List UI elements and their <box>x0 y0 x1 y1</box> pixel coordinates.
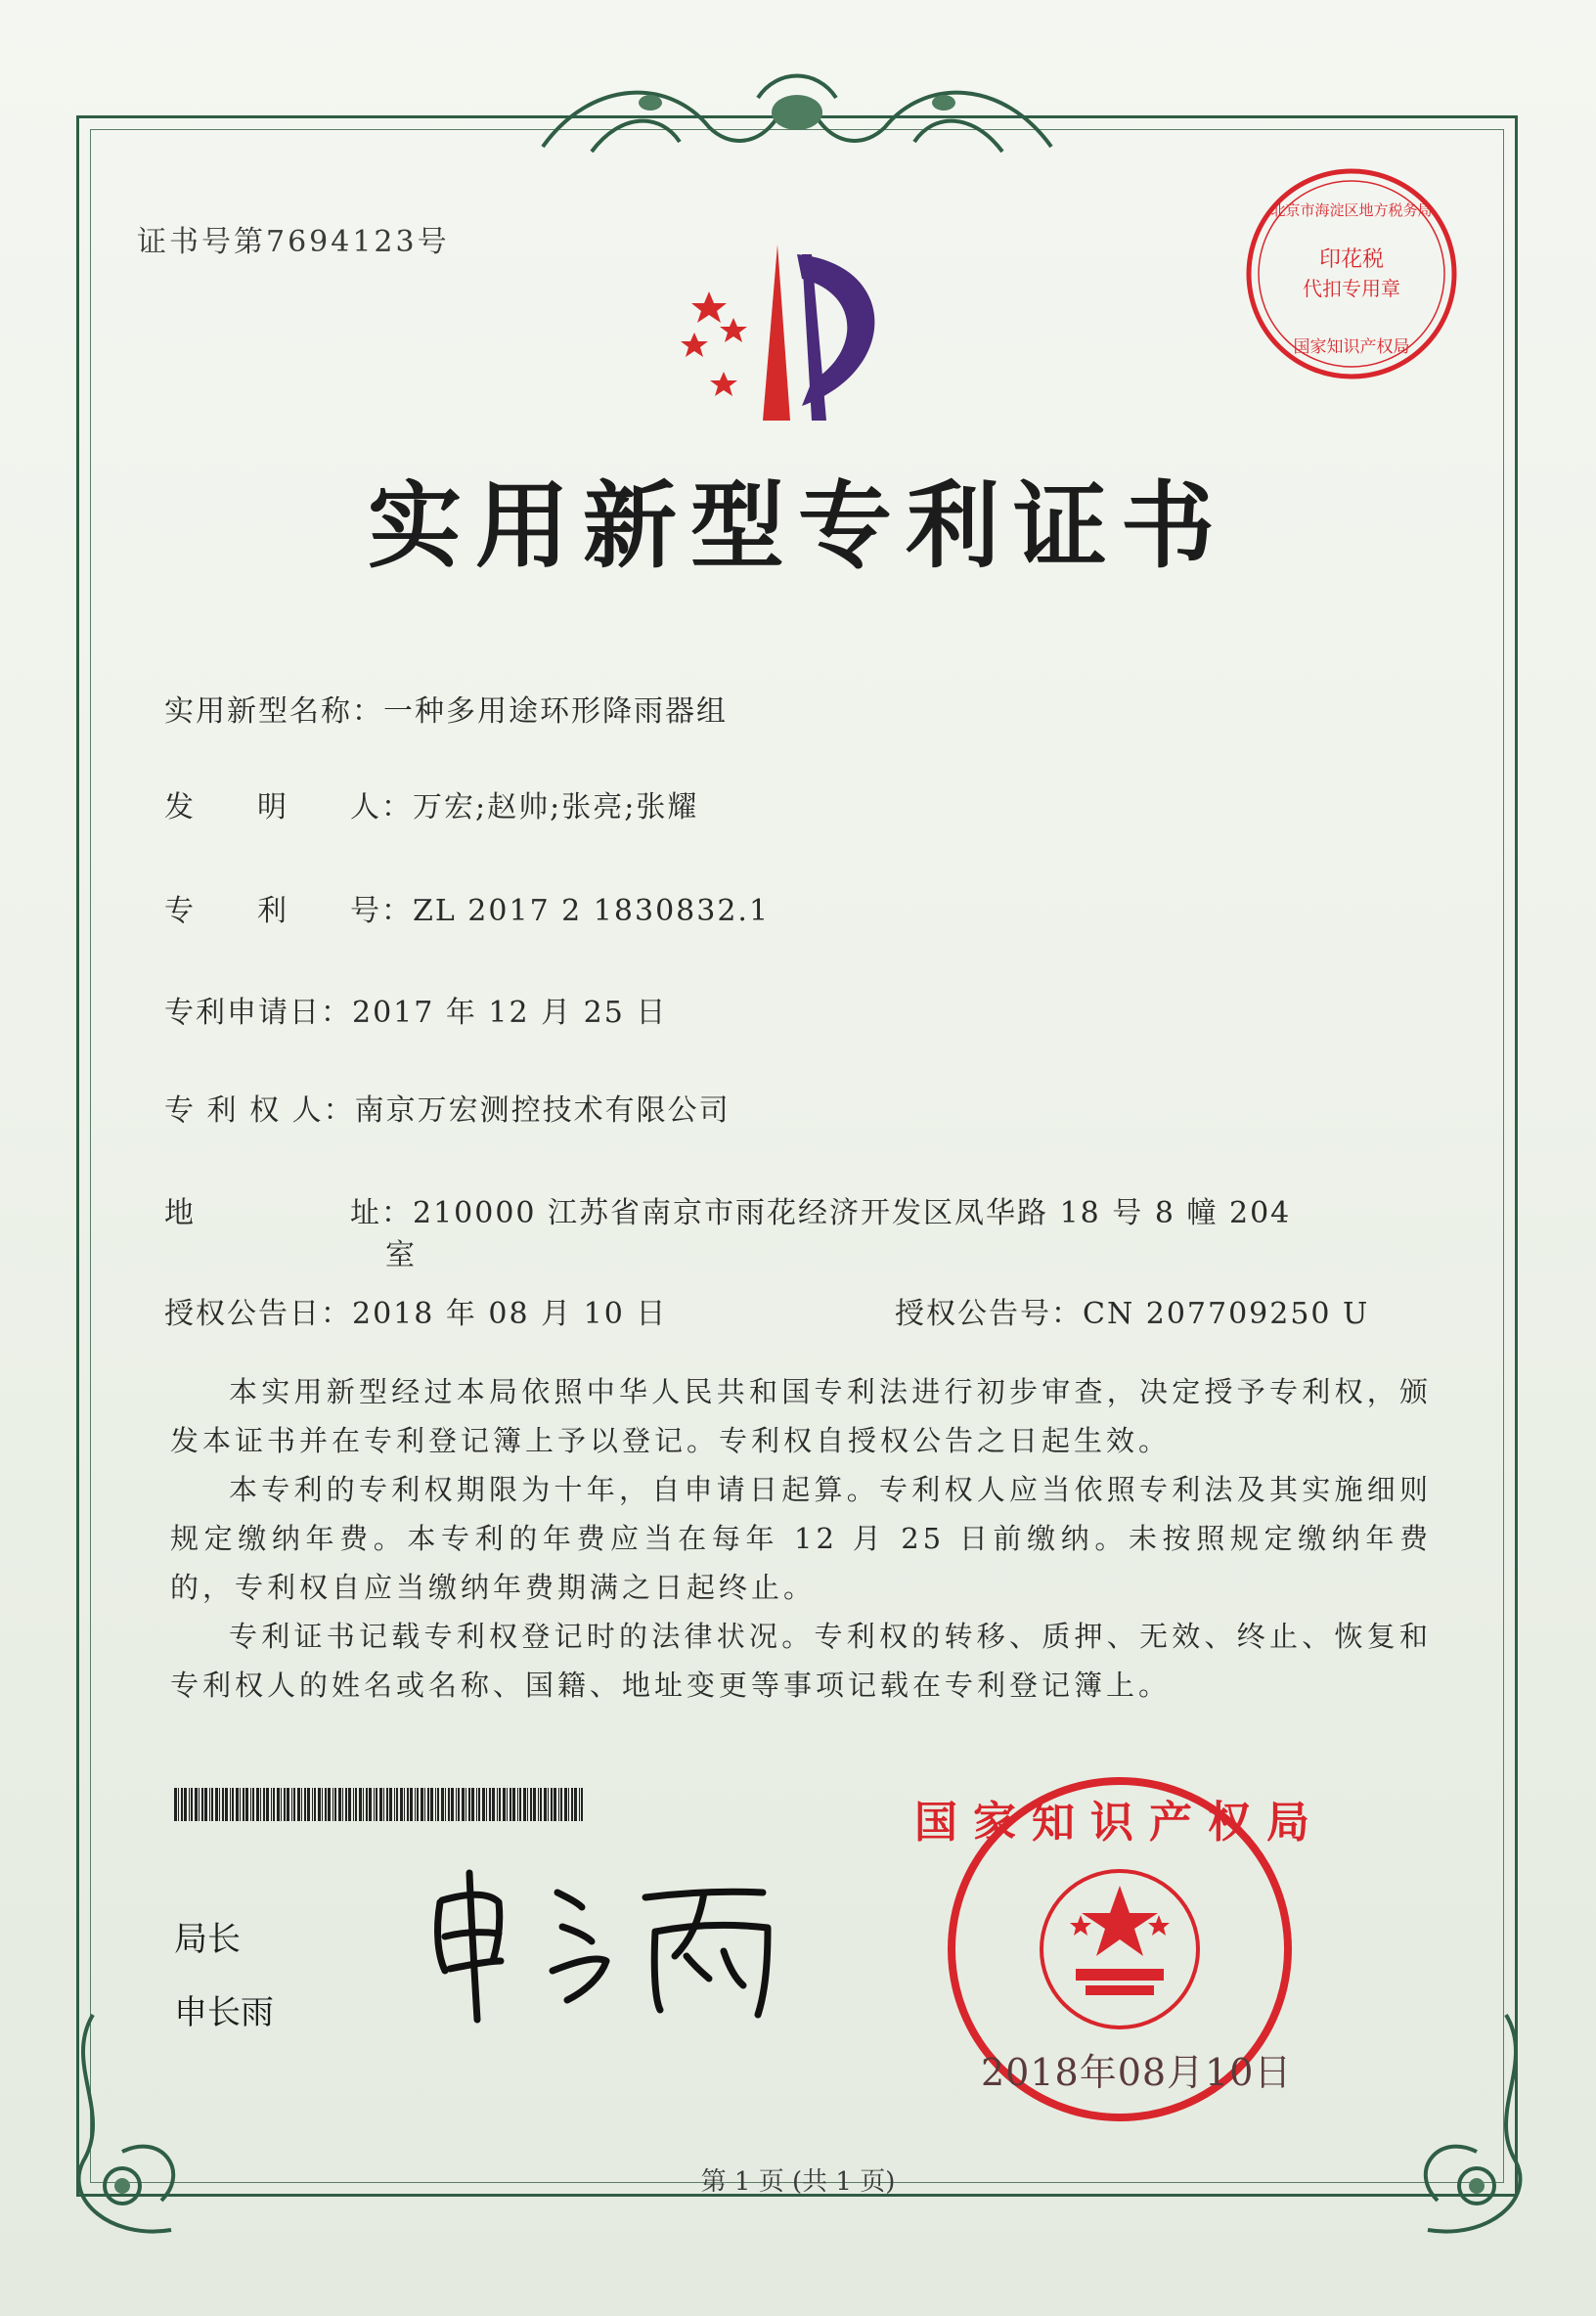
certificate-number: 证书号第7694123号 <box>137 225 450 259</box>
field-application-date <box>164 988 667 1031</box>
bottom-right-ornament <box>1350 2005 1545 2269</box>
director-title: 局长 <box>174 1920 241 1959</box>
field-label: 专 利 权 人： <box>164 1093 355 1128</box>
page-number: 第 1 页 (共 1 页) <box>700 2167 896 2197</box>
top-ornament <box>533 59 1061 166</box>
field-label: 授权公告日： <box>164 1297 352 1331</box>
field-address-continued: 室 <box>385 1238 415 1272</box>
field-inventors: 发 明 人 ：万宏;赵帅;张亮;张耀 <box>164 782 698 825</box>
field-value: ZL 2017 2 1830832.1 <box>413 894 771 928</box>
field-label: 专利申请日： <box>164 996 352 1030</box>
tax-stamp-seal <box>1234 156 1469 391</box>
field-value: 2018 年 08 月 10 日 <box>352 1297 668 1331</box>
field-grant-date <box>164 1289 667 1332</box>
paragraph-legal-status: 专利证书记载专利权登记时的法律状况。专利权的转移、质押、无效、终止、恢复和专利权人的姓名或名称、国籍、地址变更等事项记载在专利登记簿上。 <box>170 1620 1432 1702</box>
director-signature <box>430 1863 802 2029</box>
field-grant-number <box>895 1289 1369 1332</box>
field-value: CN 207709250 U <box>1083 1297 1370 1331</box>
field-value: 210000 江苏省南京市雨花经济开发区凤华路 18 号 8 幢 204 <box>413 1196 1292 1230</box>
paragraph-grant-statement: 本实用新型经过本局依照中华人民共和国专利法进行初步审查，决定授予专利权，颁发本证书并在专利登记簿上予以登记。专利权自授权公告之日起生效。 <box>170 1375 1432 1457</box>
field-value: 万宏;赵帅;张亮;张耀 <box>413 790 699 824</box>
tax-seal-bottom-text: 国家知识产权局 <box>1293 337 1410 357</box>
field-label: 地 址 <box>164 1196 381 1230</box>
tax-seal-ring-text: 北京市海淀区地方税务局 <box>1270 201 1433 219</box>
field-address: 地 址 ：210000 江苏省南京市雨花经济开发区凤华路 18 号 8 幢 204 <box>164 1188 1291 1231</box>
field-patentee <box>164 1086 731 1129</box>
paragraph-term-statement: 本专利的专利权期限为十年，自申请日起算。专利权人应当依照专利法及其实施细则规定缴纳年费。本专利的年费应当在每年 12 月 25 日前缴纳。未按照规定缴纳年费的，专利权自应当缴纳年费期满之日起终止。 <box>170 1473 1432 1604</box>
field-value: 2017 年 12 月 25 日 <box>352 996 668 1030</box>
director-name: 申长雨 <box>174 1993 274 2032</box>
seal-date: 2018年08月10日 <box>981 2051 1293 2094</box>
barcode <box>174 1788 585 1821</box>
field-value: 南京万宏测控技术有限公司 <box>354 1093 731 1128</box>
field-label: 实用新型名称： <box>164 694 383 729</box>
field-patent-number: 专 利 号 ：ZL 2017 2 1830832.1 <box>164 886 770 929</box>
field-value: 一种多用途环形降雨器组 <box>383 694 728 729</box>
certificate-title: 实用新型专利证书 <box>368 470 1228 581</box>
field-label: 授权公告号： <box>895 1297 1083 1331</box>
field-utility-model-name <box>164 687 728 730</box>
tax-seal-line2: 代扣专用章 <box>1303 277 1400 300</box>
office-seal-ring-text: 国家知识产权局 <box>914 1798 1325 1848</box>
tax-seal-line1: 印花税 <box>1318 247 1385 272</box>
field-label: 专 利 号 <box>164 894 381 928</box>
patent-office-emblem <box>665 235 909 430</box>
bottom-left-ornament <box>54 2005 249 2269</box>
field-label: 发 明 人 <box>164 790 381 824</box>
